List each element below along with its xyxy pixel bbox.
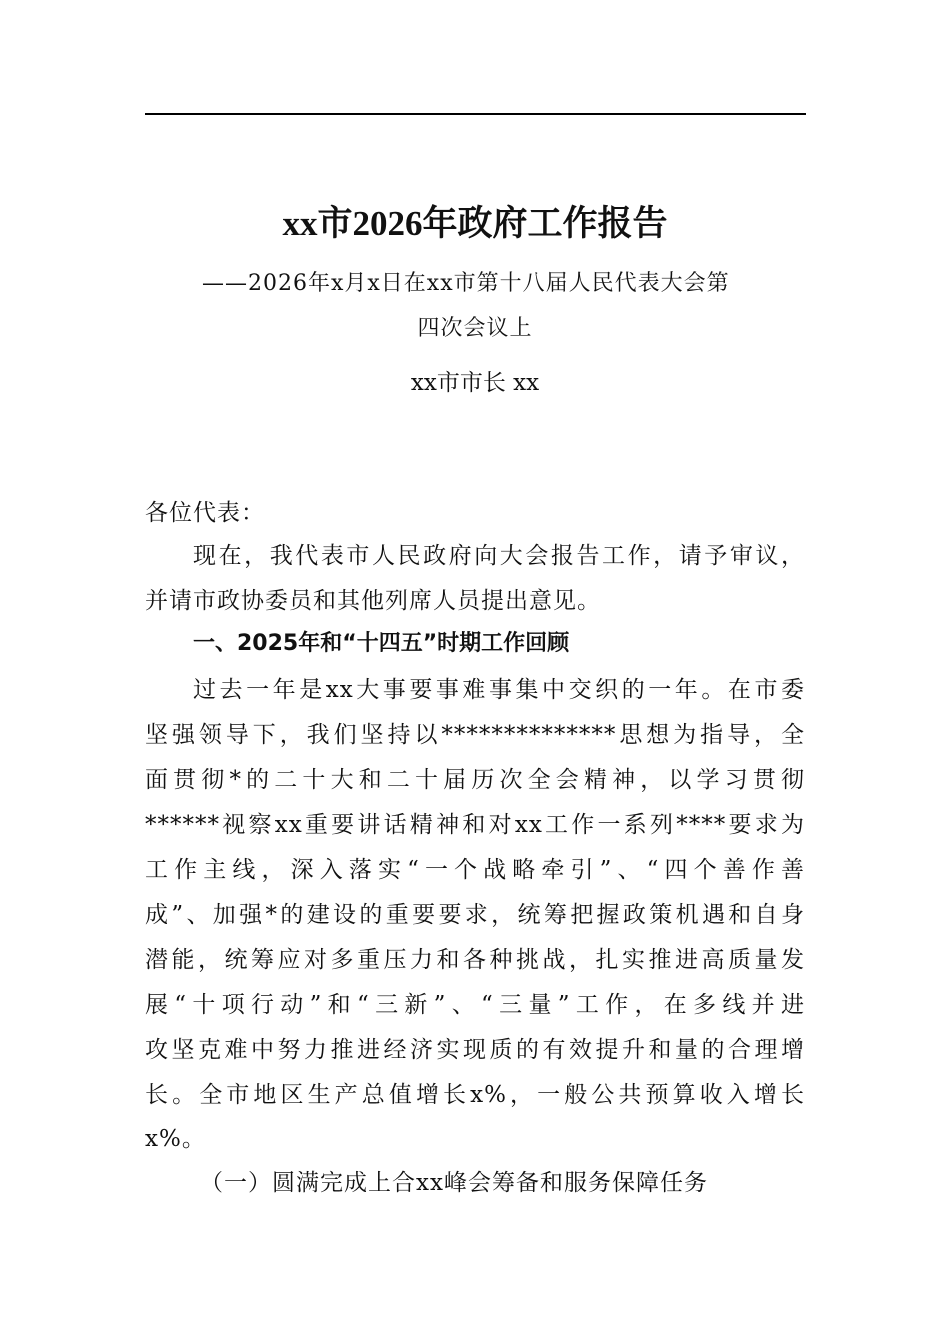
header-rule (145, 113, 806, 115)
body-line: 潜能，统筹应对多重压力和各种挑战，扎实推进高质量发 (145, 947, 805, 973)
document-title: xx市2026年政府工作报告 (282, 204, 668, 243)
body-line: ******视察xx重要讲话精神和对xx工作一系列****要求为 (145, 812, 805, 838)
subsection-heading: （一）圆满完成上合xx峰会筹备和服务保障任务 (200, 1170, 708, 1196)
author: xx市市长 xx (410, 370, 540, 396)
section-heading: 一、2025年和“十四五”时期工作回顾 (193, 631, 570, 656)
intro-line: 现在，我代表市人民政府向大会报告工作，请予审议， (193, 543, 805, 569)
body-line: 长。全市地区生产总值增长x%，一般公共预算收入增长 (145, 1082, 805, 1108)
body-line: 攻坚克难中努力推进经济实现质的有效提升和量的合理增 (145, 1037, 805, 1063)
salutation: 各位代表： (145, 500, 265, 526)
body-line: 面贯彻*的二十大和二十届历次全会精神，以学习贯彻 (145, 767, 805, 793)
subtitle-line-1: ——2026年x月x日在xx市第十八届人民代表大会第 (202, 271, 730, 296)
body-line: 工作主线，深入落实“一个战略牵引”、“四个善作善 (145, 857, 805, 883)
intro-line: 并请市政协委员和其他列席人员提出意见。 (145, 588, 601, 614)
body-line: 过去一年是xx大事要事难事集中交织的一年。在市委 (193, 677, 805, 703)
subtitle-line-2: 四次会议上 (417, 316, 533, 341)
body-line: 展“十项行动”和“三新”、“三量”工作，在多线并进 (145, 992, 805, 1018)
body-line: 成”、加强*的建设的重要要求，统筹把握政策机遇和自身 (145, 902, 805, 928)
body-line: 坚强领导下，我们坚持以**************思想为指导，全 (145, 722, 805, 748)
body-line: x%。 (145, 1126, 206, 1152)
